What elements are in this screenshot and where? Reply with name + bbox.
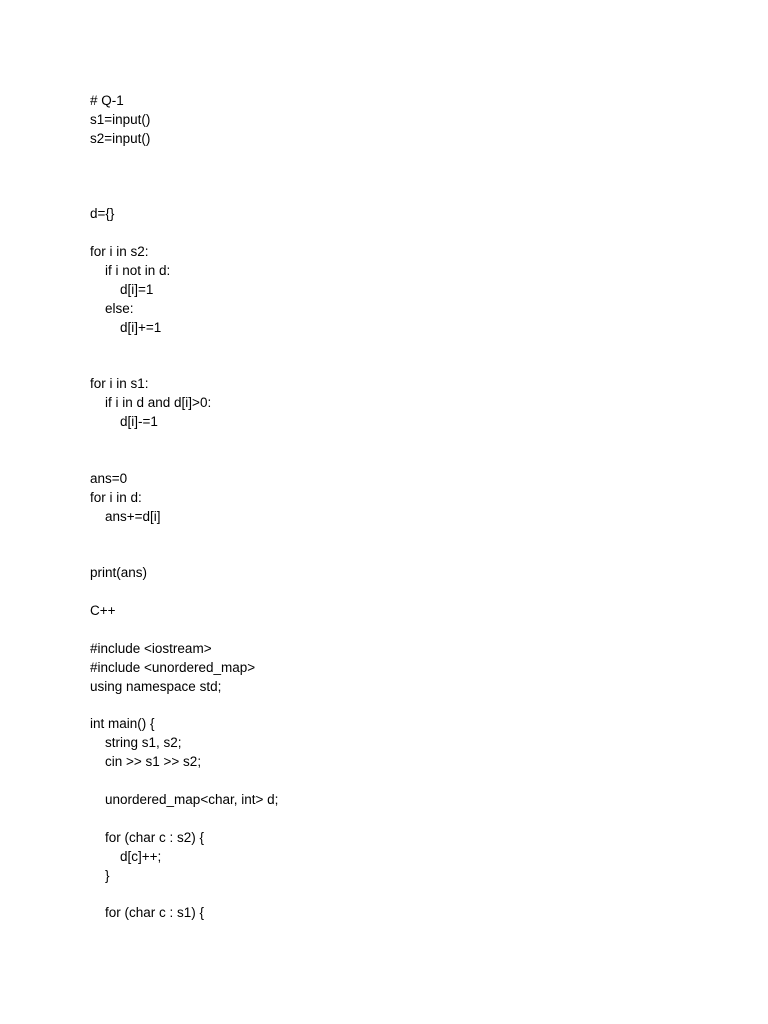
code-line: ans=0: [90, 470, 128, 486]
code-line: d[i]+=1: [90, 319, 162, 335]
code-line: #include <iostream>: [90, 640, 212, 656]
code-line: [90, 451, 710, 470]
code-line: s2=input(): [90, 130, 151, 146]
code-line: [90, 526, 710, 545]
code-line: for i in s2:: [90, 244, 149, 260]
code-line: unordered_map<char, int> d;: [90, 791, 279, 807]
code-line: #include <unordered_map>: [90, 659, 256, 675]
code-line: cin >> s1 >> s2;: [90, 754, 202, 770]
code-line: using namespace std;: [90, 678, 222, 694]
code-line: [90, 149, 710, 168]
code-line: [90, 224, 710, 243]
code-line: if i in d and d[i]>0:: [90, 395, 212, 411]
code-line: d[i]=1: [90, 281, 154, 297]
code-line: [90, 583, 710, 602]
code-line: print(ans): [90, 565, 148, 581]
code-line: s1=input(): [90, 111, 151, 127]
code-line: for (char c : s2) {: [90, 829, 205, 845]
code-line: d={}: [90, 206, 115, 222]
document-body: [90, 92, 710, 923]
code-line: else:: [90, 300, 134, 316]
code-line: if i not in d:: [90, 263, 171, 279]
code-line: int main() {: [90, 716, 155, 732]
code-line: [90, 356, 710, 375]
code-line: [90, 545, 710, 564]
code-line: ans+=d[i]: [90, 508, 161, 524]
code-line: C++: [90, 603, 116, 619]
code-line: [90, 772, 710, 791]
code-line: [90, 338, 710, 357]
code-line: for i in s1:: [90, 376, 149, 392]
code-line: [90, 432, 710, 451]
code-line: [90, 168, 710, 187]
code-line: for i in d:: [90, 489, 142, 505]
code-line: d[c]++;: [90, 848, 162, 864]
code-line: [90, 885, 710, 904]
code-line: string s1, s2;: [90, 735, 182, 751]
code-line: [90, 621, 710, 640]
code-line: d[i]-=1: [90, 414, 158, 430]
code-line: [90, 810, 710, 829]
code-line: [90, 186, 710, 205]
code-line: for (char c : s1) {: [90, 905, 205, 921]
code-line: # Q-1: [90, 93, 124, 108]
code-line: [90, 697, 710, 716]
code-line: }: [90, 867, 110, 883]
